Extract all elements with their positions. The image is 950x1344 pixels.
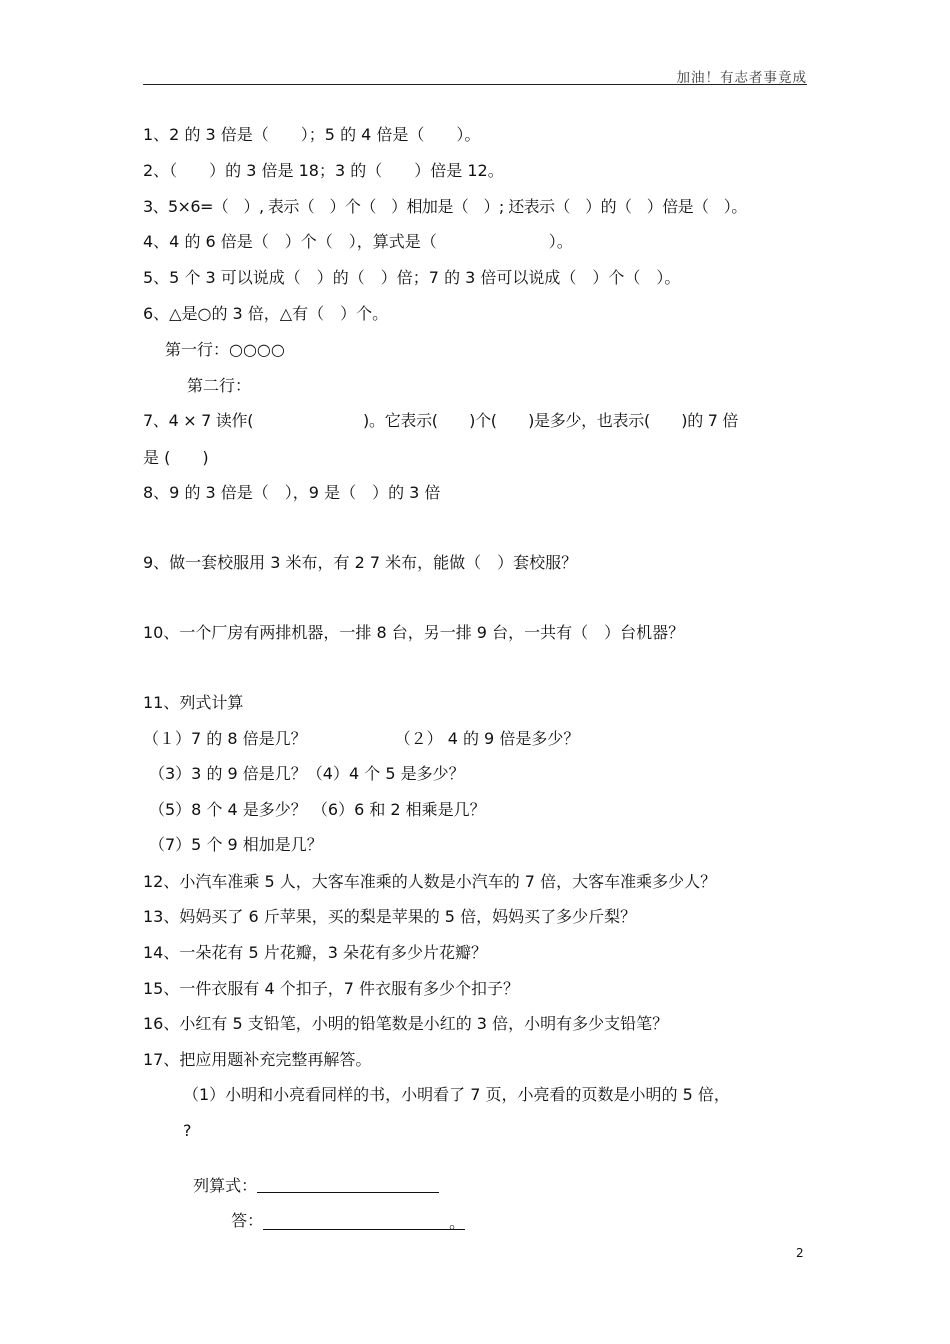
formula-label: 列算式： (193, 1176, 258, 1195)
header-motto: 加油！有志者事竟成 (676, 70, 807, 86)
question-8: 8、9 的 3 倍是（ ），9 是（ ）的 3 倍 (143, 483, 441, 502)
question-16: 16、小红有 5 支铅笔，小明的铅笔数是小红的 3 倍，小明有多少支铅笔？ (143, 1014, 669, 1033)
question-11-part-1-2: （１）7 的 8 倍是几？ （２） 4 的 9 倍是多少？ (143, 729, 580, 748)
question-9: 9、做一套校服用 3 米布，有 2 7 米布，能做（ ）套校服？ (143, 553, 578, 572)
question-17-part-1: （1）小明和小亮看同样的书，小明看了 7 页，小亮看的页数是小明的 5 倍， (183, 1085, 730, 1104)
row-one-circles: 第一行：○○○○ (165, 340, 285, 359)
question-12: 12、小汽车准乘 5 人，大客车准乘的人数是小汽车的 7 倍，大客车准乘多少人？ (143, 872, 717, 891)
answer-line (221, 1191, 465, 1231)
question-7-continued: 是 ( ) (143, 448, 209, 467)
answer-blank[interactable] (263, 1213, 465, 1230)
row-two-label: 第二行： (187, 376, 252, 395)
question-5: 5、5 个 3 可以说成（ ）的（ ）倍；7 的 3 倍可以说成（ ）个（ ）。 (143, 268, 681, 287)
question-4: 4、4 的 6 倍是（ ）个（ ），算式是（ ）。 (143, 232, 573, 251)
formula-line (183, 1156, 439, 1196)
question-7: 7、4 × 7 读作( )。它表示( )个( )是多少，也表示( )的 7 倍 (143, 411, 739, 430)
question-2: 2、（ ）的 3 倍是 18；3 的（ ）倍是 12。 (143, 161, 504, 180)
page-number: 2 (796, 1246, 804, 1260)
question-6: 6、△是○的 3 倍，△有（ ）个。 (143, 304, 389, 323)
page-header (143, 66, 807, 85)
question-11-title: 11、列式计算 (143, 693, 244, 712)
question-14: 14、一朵花有 5 片花瓣，3 朵花有多少片花瓣？ (143, 943, 487, 962)
question-15: 15、一件衣服有 4 个扣子，7 件衣服有多少个扣子？ (143, 979, 519, 998)
question-3: 3、5×6=（ ）, 表示（ ）个（ ）相加是（ ）; 还表示（ ）的（ ）倍是（ ）。 (143, 197, 747, 216)
question-17-question-mark: ? (183, 1121, 192, 1140)
answer-label: 答： (231, 1211, 264, 1230)
question-11-part-7: （7）5 个 9 相加是几？ (149, 835, 323, 854)
question-10: 10、一个厂房有两排机器，一排 8 台，另一排 9 台，一共有（ ）台机器？ (143, 623, 685, 642)
question-13: 13、妈妈买了 6 斤苹果，买的梨是苹果的 5 倍，妈妈买了多少斤梨？ (143, 907, 637, 926)
question-11-part-5-6: （5）8 个 4 是多少？ （6）6 和 2 相乘是几？ (149, 800, 486, 819)
answer-period: 。 (449, 1213, 466, 1232)
question-1: 1、2 的 3 倍是（ ）；5 的 4 倍是（ ）。 (143, 125, 481, 144)
question-17-title: 17、把应用题补充完整再解答。 (143, 1050, 372, 1069)
question-11-part-3-4: （3）3 的 9 倍是几？（4）4 个 5 是多少？ (149, 764, 465, 783)
